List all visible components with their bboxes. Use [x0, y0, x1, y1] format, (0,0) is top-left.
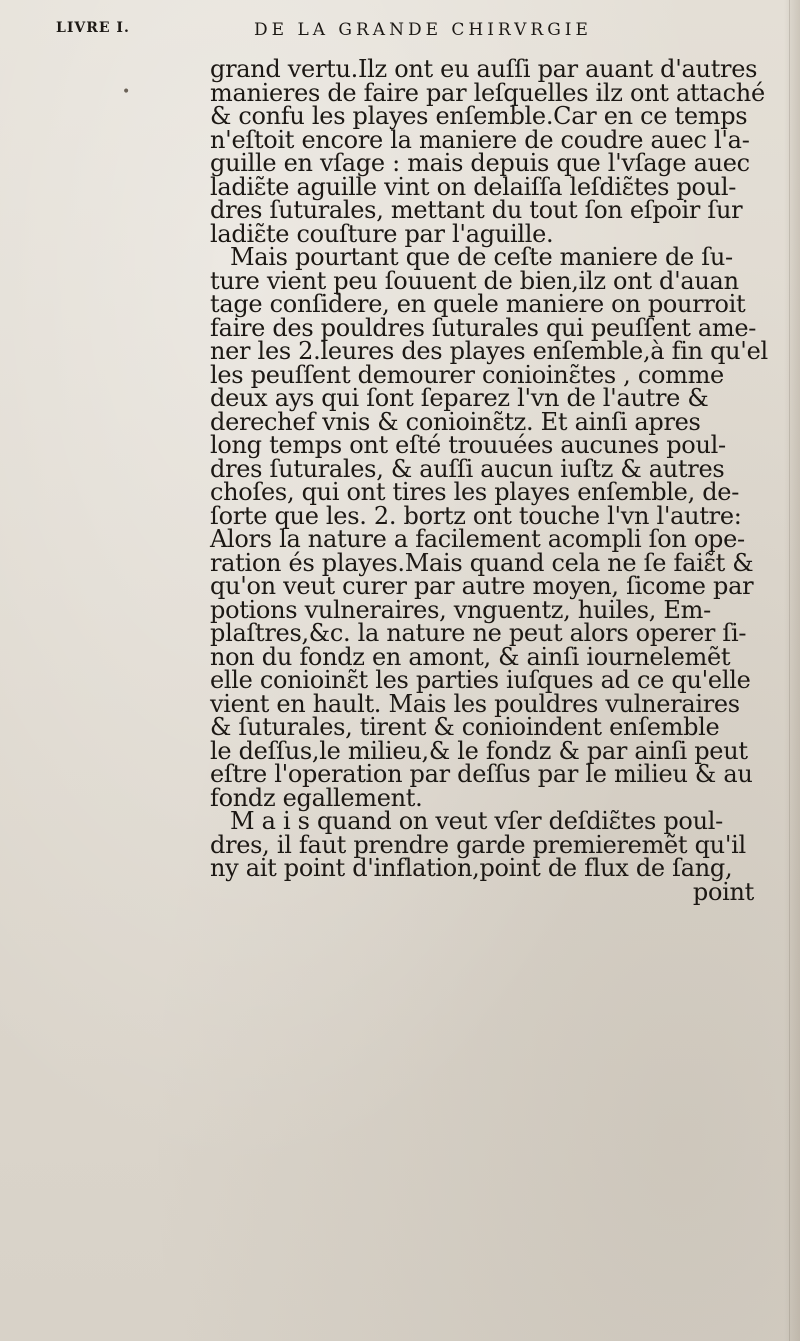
text-line: ture vient peu ſouuent de bien,ilz ont d'auan: [210, 266, 739, 295]
text-line: non du fondz en amont, & ainſi iournelemẽt: [210, 642, 731, 671]
text-line: long temps ont eſté trouuées aucunes poul-: [210, 431, 726, 459]
stray-ink-mark: •: [122, 84, 131, 100]
text-line: le deſſus,le milieu,& le fondz & par ainſi peut: [210, 736, 748, 765]
text-line: vient en hault. Mais les pouldres vulneraires: [210, 689, 740, 718]
text-line: ladiɛ̃te couſture par l'aguille.: [210, 219, 554, 248]
text-line: ration és playes.Mais quand cela ne ſe faiɛ̃t &: [210, 548, 754, 577]
text-line: dres, il faut prendre garde premieremẽt qu'il: [210, 830, 746, 859]
text-line: elle conioinɛ̃t les parties iuſques ad ce qu'elle: [210, 666, 751, 694]
text-line: potions vulneraires, vnguentz, huiles, Em-: [210, 595, 711, 624]
text-line: deux ays qui ſont ſeparez l'vn de l'autre &: [210, 384, 709, 412]
running-head-book-number: LIVRE I.: [56, 20, 130, 36]
page-fold-line: [789, 0, 790, 1341]
paragraph-start-line: Mais pourtant que de ceſte maniere de ſu-: [230, 243, 733, 271]
running-head: [56, 20, 756, 46]
text-line: Alors la nature a facilement acompli ſon ope-: [210, 525, 745, 553]
text-line: fondz egallement.: [210, 783, 423, 812]
paragraph-start-line: M a i s quand on veut vſer deſdiɛ̃tes poul-: [230, 807, 723, 835]
text-line: guille en vſage : mais depuis que l'vſage auec: [210, 149, 750, 177]
text-line: faire des pouldres ſuturales qui peuſſent ame-: [210, 313, 757, 342]
text-line: les peuſſent demourer conioinɛ̃tes , comme: [210, 360, 724, 389]
text-line: ner les 2.leures des playes enſemble,à fin qu'el: [210, 337, 768, 365]
catchword: point: [692, 877, 754, 906]
text-line: ladiɛ̃te aguille vint on delaiſſa leſdiɛ̃tes poul-: [210, 172, 737, 201]
running-head-title: DE LA GRANDE CHIRVRGIE: [254, 20, 592, 40]
text-line: choſes, qui ont tires les playes enſemble, de-: [210, 478, 740, 506]
text-line: manieres de faire par leſquelles ilz ont attaché: [210, 78, 765, 107]
body-text: [210, 55, 768, 906]
text-line: eſtre l'operation par deſſus par le milieu & au: [210, 760, 753, 788]
text-line: qu'on veut curer par autre moyen, ſicome par: [210, 572, 754, 600]
text-line: plaſtres,&c. la nature ne peut alors operer ſi-: [210, 619, 747, 647]
text-line: derechef vnis & conioinɛ̃tz. Et ainſi apres: [210, 407, 701, 436]
text-line: n'eſtoit encore la maniere de coudre auec l'a-: [210, 125, 750, 154]
text-line: tage conſidere, en quele maniere on pourroit: [210, 290, 746, 318]
text-line: grand vertu.Ilz ont eu auſſi par auant d'autres: [210, 55, 758, 83]
text-line: dres ſuturales, mettant du tout ſon eſpoir ſur: [210, 196, 743, 224]
text-line: & confu les playes enſemble.Car en ce temps: [210, 102, 748, 130]
page-gutter-shadow: [784, 0, 800, 1341]
text-line: ny ait point d'inflation,point de flux de ſang,: [210, 854, 733, 882]
text-line: dres ſuturales, & auſſi aucun iuſtz & autres: [210, 454, 725, 483]
text-line: & ſuturales, tirent & conioindent enſemble: [210, 713, 720, 741]
text-line: ſorte que les. 2. bortz ont touche l'vn l'autre:: [210, 501, 742, 530]
